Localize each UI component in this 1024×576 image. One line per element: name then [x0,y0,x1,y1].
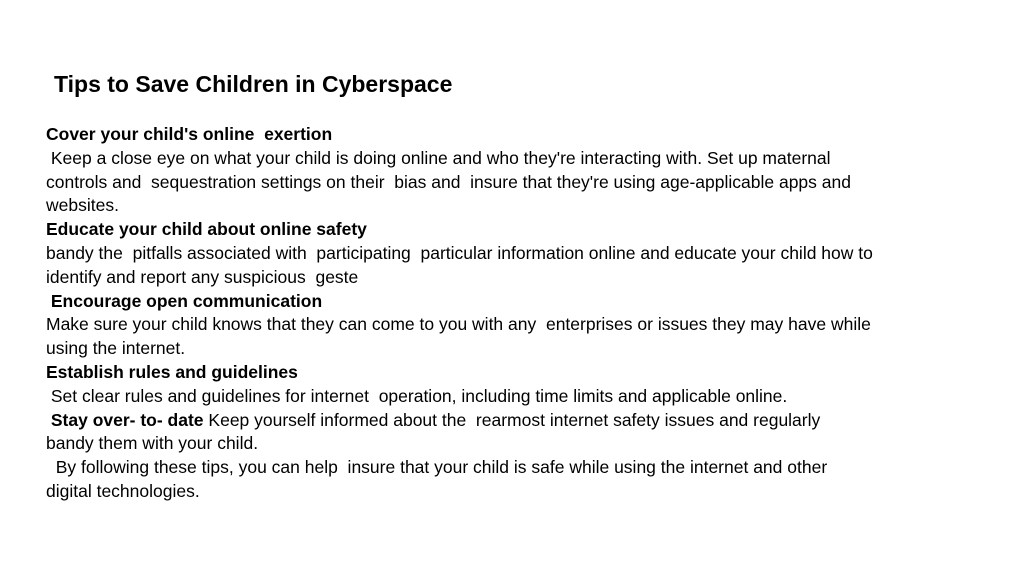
body-line [46,266,996,290]
body-line [46,123,996,147]
tip-heading: Establish rules and guidelines [46,361,298,382]
body-text: Make sure your child knows that they can come to you with any enterprises or issues they may have while [46,314,871,335]
tip-heading: Educate your child about online safety [46,219,367,240]
body-line [46,432,996,456]
tip-heading: Encourage open communication [46,290,323,311]
body-line [46,290,996,314]
body-line [46,361,996,385]
body-line [46,337,996,361]
body-line [46,409,996,433]
body-text: controls and sequestration settings on their bias and insure that they're using age-applicable apps and [46,171,851,192]
slide-body [46,123,996,504]
body-text: bandy them with your child. [46,433,259,454]
body-text: Keep yourself informed about the rearmost internet safety issues and regularly [203,409,821,430]
body-line [46,480,996,504]
body-text: identify and report any suspicious geste [46,266,359,287]
body-text: websites. [46,195,119,216]
body-line [46,194,996,218]
body-line [46,456,996,480]
body-text: digital technologies. [46,480,200,501]
slide-title: Tips to Save Children in Cyberspace [54,71,453,97]
body-line [46,147,996,171]
body-text: bandy the pitfalls associated with participating particular information online and educate your child how to [46,242,873,263]
body-line [46,385,996,409]
tip-heading: Cover your child's online exertion [46,124,333,144]
body-text: By following these tips, you can help insure that your child is safe while using the internet and other [46,457,828,478]
body-text: Keep a close eye on what your child is doing online and who they're interacting with. Set up maternal [46,147,831,168]
body-text: Set clear rules and guidelines for internet operation, including time limits and applicable online. [46,385,788,406]
body-line [46,242,996,266]
body-line [46,313,996,337]
body-text: using the internet. [46,338,186,359]
body-line [46,218,996,242]
body-line [46,171,996,195]
tip-heading: Stay over- to- date [46,409,204,430]
